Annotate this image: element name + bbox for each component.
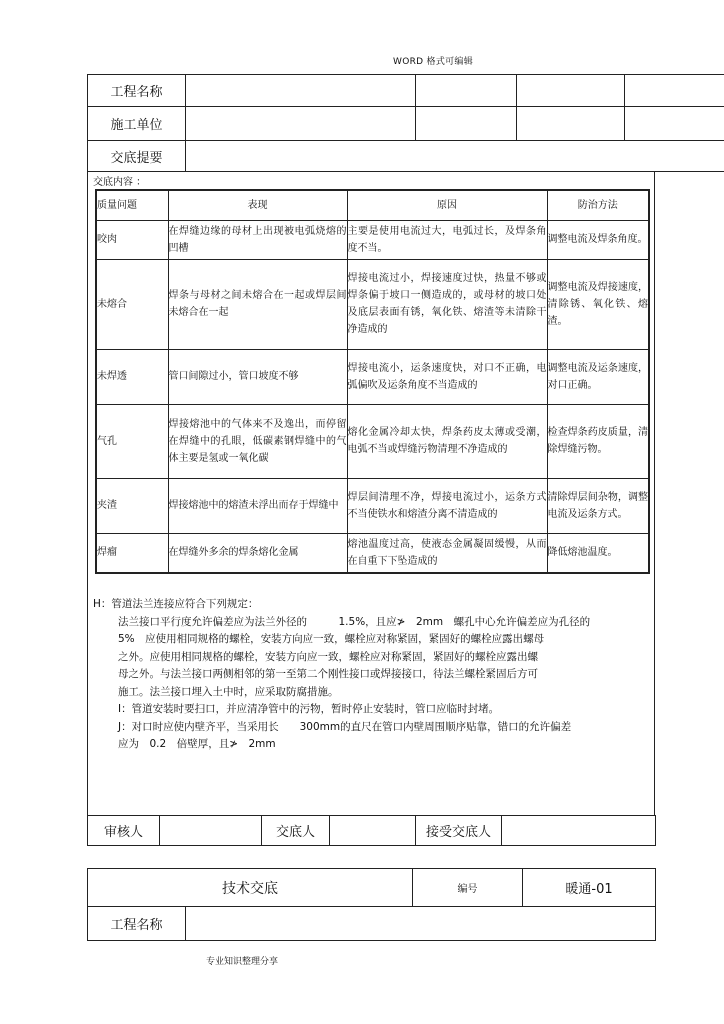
row-cause: 熔池温度过高，使液态金属凝固缓慢，从而在自重下下坠造成的 [347, 533, 547, 573]
row-appearance: 焊条与母材之间未熔合在一起或焊层间未熔合在一起 [168, 259, 347, 349]
row-issue: 咬肉 [96, 220, 168, 259]
table-row [96, 349, 649, 404]
form2-project-name-label: 工程名称 [88, 907, 186, 941]
row-cause: 熔化金属冷却太快，焊条药皮太薄或受潮，电弧不当或焊缝污物清理不净造成的 [347, 404, 547, 478]
reviewer-signature[interactable] [160, 816, 262, 846]
construction-unit-extra-1[interactable] [416, 107, 517, 141]
table-row [96, 259, 649, 349]
row-appearance: 焊接熔池中的气体来不及逸出，而停留在焊缝中的孔眼，低碳素钢焊缝中的气体主要是氢或一氧化碳 [168, 404, 347, 478]
discloser-signature[interactable] [330, 816, 416, 846]
construction-unit-extra-2[interactable] [517, 107, 625, 141]
table-row [96, 404, 649, 478]
row-method: 清除焊层间杂物，调整电流及运条方式。 [547, 478, 649, 533]
flange-rules-line: 法兰接口平行度允许偏差应为法兰外径的 1.5%，且应≯ 2mm 螺孔中心允许偏差应为孔径的 [118, 615, 591, 628]
row-issue: 夹渣 [96, 478, 168, 533]
form2-project-name-value[interactable] [186, 907, 656, 941]
form-header-table [87, 74, 724, 172]
flange-rules-section [93, 596, 638, 754]
row-method: 调整电流及焊条角度。 [547, 220, 649, 259]
pipe-install-rule: I：管道安装时要扫口，并应清净管中的污物，暂时停止安装时，管口应临时封堵。 [118, 703, 500, 715]
project-name-value[interactable] [186, 75, 416, 107]
row-appearance: 焊接熔池中的熔渣未浮出而存于焊缝中 [168, 478, 347, 533]
construction-unit-extra-3[interactable] [625, 107, 724, 141]
row-method: 调整电流及运条速度，对口正确。 [547, 349, 649, 404]
header-watermark: WORD 格式可编辑 [393, 57, 474, 67]
row-appearance: 在焊缝边缘的母材上出现被电弧烧熔的凹槽 [168, 220, 347, 259]
receiver-signature[interactable] [502, 816, 656, 846]
header-method: 防治方法 [547, 190, 649, 220]
row-cause: 焊接电流过小，焊接速度过快，热量不够或焊条偏于坡口一侧造成的，或母材的坡口处及底层表面有锈，氧化铁、熔渣等未清除干净造成的 [347, 259, 547, 349]
footer-watermark: 专业知识整理分享 [206, 957, 279, 967]
header-issue: 质量问题 [96, 190, 168, 220]
row-appearance: 管口间隙过小，管口坡度不够 [168, 349, 347, 404]
row-method: 检查焊条药皮质量，清除焊缝污物。 [547, 404, 649, 478]
content-label: 交底内容 ： [93, 177, 147, 188]
number-label: 编号 [413, 869, 523, 907]
row-appearance: 在焊缝外多余的焊条熔化金属 [168, 533, 347, 573]
row-issue: 未焊透 [96, 349, 168, 404]
number-value: 暖通-01 [523, 869, 656, 907]
technical-disclosure-form [87, 868, 656, 941]
flange-rules-line: 施工。法兰接口埋入土中时，应采取防腐措施。 [118, 685, 339, 698]
row-method: 调整电流及焊接速度，清除锈、氧化铁、熔渣。 [547, 259, 649, 349]
table-row [96, 478, 649, 533]
summary-value[interactable] [186, 141, 724, 172]
row-cause: 焊层间清理不净，焊接电流过小，运条方式不当使铁水和熔渣分离不清造成的 [347, 478, 547, 533]
project-name-extra-3[interactable] [625, 75, 724, 107]
flange-rules-line: 母之外。与法兰接口两侧相邻的第一至第二个刚性接口或焊接接口，待法兰螺栓紧固后方可 [118, 668, 538, 680]
table-row [96, 533, 649, 573]
quality-issues-table [95, 189, 650, 574]
flange-rules-title: H：管道法兰连接应符合下列规定： [93, 598, 259, 610]
flange-rules-line: 5% 应使用相同规格的螺栓，安装方向应一致，螺栓应对称紧固，紧固好的螺栓应露出螺母 [118, 633, 545, 645]
reviewer-label: 审核人 [88, 816, 160, 846]
row-issue: 气孔 [96, 404, 168, 478]
discloser-label: 交底人 [262, 816, 330, 846]
receiver-label: 接受交底人 [416, 816, 502, 846]
construction-unit-value[interactable] [186, 107, 416, 141]
row-method: 降低熔池温度。 [547, 533, 649, 573]
row-issue: 未熔合 [96, 259, 168, 349]
alignment-rule: J：对口时应使内壁齐平，当采用长 300mm的直尺在管口内壁周围顺序贴靠，错口的允许偏差 [118, 720, 572, 733]
signature-table [87, 815, 656, 846]
row-cause: 主要是使用电流过大，电弧过长，及焊条角度不当。 [347, 220, 547, 259]
summary-label: 交底提要 [88, 141, 186, 172]
alignment-rule-cont: 应为 0.2 倍壁厚，且≯ 2mm [118, 738, 276, 750]
project-name-extra-2[interactable] [517, 75, 625, 107]
header-appearance: 表现 [168, 190, 347, 220]
construction-unit-label: 施工单位 [88, 107, 186, 141]
flange-rules-line: 之外。应使用相同规格的螺栓，安装方向应一致，螺栓应对称紧固，紧固好的螺栓应露出螺 [118, 650, 538, 663]
header-cause: 原因 [347, 190, 547, 220]
project-name-label: 工程名称 [88, 75, 186, 107]
row-cause: 焊接电流小，运条速度快，对口不正确，电弧偏吹及运条角度不当造成的 [347, 349, 547, 404]
project-name-extra-1[interactable] [416, 75, 517, 107]
row-issue: 焊瘤 [96, 533, 168, 573]
form-title: 技术交底 [88, 869, 413, 907]
table-row [96, 220, 649, 259]
